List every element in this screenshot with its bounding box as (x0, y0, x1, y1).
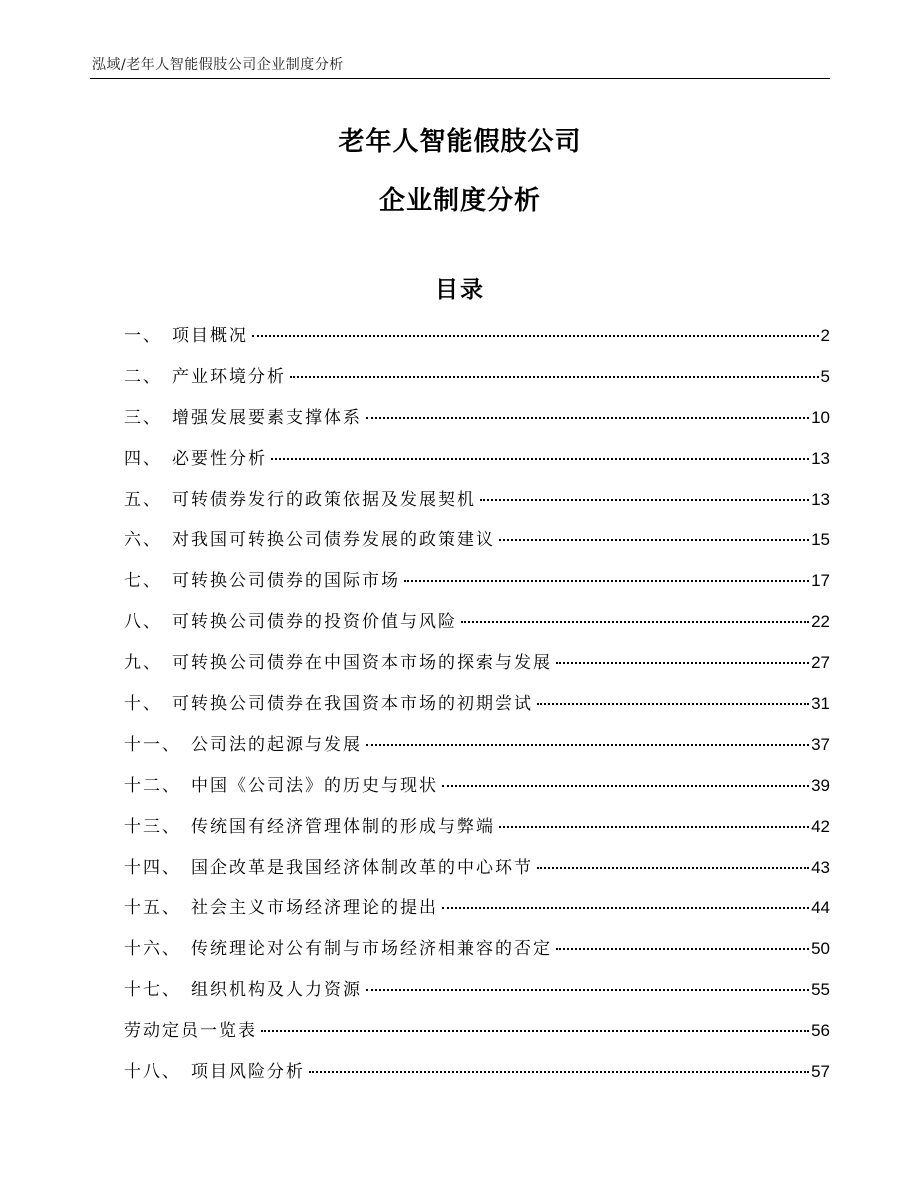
toc-entry-number: 十六、 (124, 939, 181, 960)
toc-dot-leader (461, 621, 809, 623)
toc-dot-leader (442, 785, 809, 787)
toc-entry[interactable] (124, 848, 830, 889)
toc-entry[interactable] (124, 970, 830, 1011)
toc-dot-leader (366, 417, 809, 419)
toc-entry[interactable] (124, 929, 830, 970)
toc-dot-leader (366, 989, 809, 991)
toc-entry-number: 四、 (124, 448, 162, 469)
toc-entry-page: 50 (811, 939, 830, 959)
toc-entry[interactable] (124, 602, 830, 643)
header-rule (90, 78, 830, 79)
toc-entry-title: 对我国可转换公司债券发展的政策建议 (172, 530, 495, 551)
toc-entry-number: 十四、 (124, 857, 181, 878)
toc-entry[interactable] (124, 766, 830, 807)
toc-entry-number: 十五、 (124, 898, 181, 919)
running-header: 泓域/老年人智能假肢公司企业制度分析 (92, 57, 344, 73)
toc-entry-page: 15 (811, 530, 830, 550)
toc-entry-title: 公司法的起源与发展 (191, 734, 362, 755)
toc-entry-number: 一、 (124, 326, 162, 346)
toc-entry-title: 项目风险分析 (191, 1062, 305, 1083)
toc-entry-title: 组织机构及人力资源 (191, 980, 362, 1001)
toc-entry-title: 可转换公司债券在我国资本市场的初期尝试 (172, 694, 533, 715)
toc-entry-title: 社会主义市场经济理论的提出 (191, 898, 438, 919)
document-title-line-2: 企业制度分析 (378, 186, 541, 216)
toc-entry-number: 十一、 (124, 734, 181, 755)
toc-dot-leader (252, 335, 819, 337)
toc-entry-page: 17 (811, 571, 830, 591)
toc-entry[interactable] (124, 520, 830, 561)
toc-dot-leader (537, 867, 809, 869)
toc-dot-leader (261, 1030, 809, 1032)
toc-entry[interactable] (124, 643, 830, 684)
toc-entry-number: 二、 (124, 366, 162, 387)
toc-dot-leader (556, 662, 809, 664)
toc-entry-page: 10 (811, 407, 830, 427)
toc-entry-number: 十、 (124, 694, 162, 715)
toc-entry-title: 可转换公司债券的国际市场 (172, 571, 400, 592)
toc-dot-leader (537, 703, 809, 705)
toc-entry-page: 22 (811, 612, 830, 632)
toc-dot-leader (404, 580, 809, 582)
toc-entry-page: 13 (811, 489, 830, 509)
toc-entry-title: 可转换公司债券的投资价值与风险 (172, 612, 457, 633)
toc-entry-number: 七、 (124, 571, 162, 592)
toc-entry-title: 可转债券发行的政策依据及发展契机 (172, 489, 476, 510)
toc-entry-page: 57 (811, 1062, 830, 1082)
toc-entry-number: 三、 (124, 407, 162, 428)
toc-dot-leader (442, 907, 809, 909)
toc-entry-title: 劳动定员一览表 (124, 1021, 257, 1042)
toc-entry[interactable] (124, 684, 830, 725)
document-title-line-1: 老年人智能假肢公司 (338, 127, 582, 157)
toc-entry-title: 必要性分析 (172, 448, 267, 469)
toc-entry[interactable] (124, 316, 830, 357)
toc-entry-page: 5 (820, 366, 830, 386)
toc-entry-title: 中国《公司法》的历史与现状 (191, 775, 438, 796)
toc-entry-title: 项目概况 (172, 326, 248, 346)
table-of-contents (124, 316, 830, 1093)
toc-entry[interactable] (124, 1011, 830, 1052)
toc-dot-leader (499, 826, 809, 828)
toc-entry-page: 42 (811, 816, 830, 836)
toc-entry-title: 增强发展要素支撑体系 (172, 407, 362, 428)
toc-entry-title: 传统理论对公有制与市场经济相兼容的否定 (191, 939, 552, 960)
toc-entry-page: 13 (811, 448, 830, 468)
toc-entry-number: 六、 (124, 530, 162, 551)
toc-entry-page: 56 (811, 1021, 830, 1041)
toc-dot-leader (290, 376, 819, 378)
toc-entry-page: 43 (811, 857, 830, 877)
toc-entry-number: 十七、 (124, 980, 181, 1001)
toc-dot-leader (499, 539, 809, 541)
toc-entry-number: 五、 (124, 489, 162, 510)
toc-dot-leader (271, 458, 809, 460)
toc-entry-page: 27 (811, 653, 830, 673)
toc-heading: 目录 (435, 277, 485, 303)
toc-entry-page: 31 (811, 694, 830, 714)
toc-entry[interactable] (124, 398, 830, 439)
toc-entry-title: 产业环境分析 (172, 366, 286, 387)
toc-entry-number: 十三、 (124, 816, 181, 837)
toc-entry[interactable] (124, 1052, 830, 1093)
toc-entry-page: 44 (811, 898, 830, 918)
toc-dot-leader (309, 1071, 809, 1073)
toc-entry[interactable] (124, 561, 830, 602)
toc-dot-leader (556, 948, 809, 950)
toc-entry-number: 九、 (124, 653, 162, 674)
toc-entry-page: 37 (811, 734, 830, 754)
toc-entry-title: 传统国有经济管理体制的形成与弊端 (191, 816, 495, 837)
toc-entry[interactable] (124, 357, 830, 398)
toc-entry-number: 十二、 (124, 775, 181, 796)
toc-dot-leader (480, 499, 809, 501)
toc-entry[interactable] (124, 480, 830, 521)
toc-entry-page: 2 (820, 326, 830, 345)
toc-entry-title: 国企改革是我国经济体制改革的中心环节 (191, 857, 533, 878)
toc-entry[interactable] (124, 439, 830, 480)
toc-entry-page: 55 (811, 980, 830, 1000)
toc-entry[interactable] (124, 807, 830, 848)
toc-entry[interactable] (124, 888, 830, 929)
toc-entry-page: 39 (811, 775, 830, 795)
toc-dot-leader (366, 744, 809, 746)
toc-entry-title: 可转换公司债券在中国资本市场的探索与发展 (172, 653, 552, 674)
toc-entry-number: 十八、 (124, 1062, 181, 1083)
toc-entry-number: 八、 (124, 612, 162, 633)
toc-entry[interactable] (124, 725, 830, 766)
